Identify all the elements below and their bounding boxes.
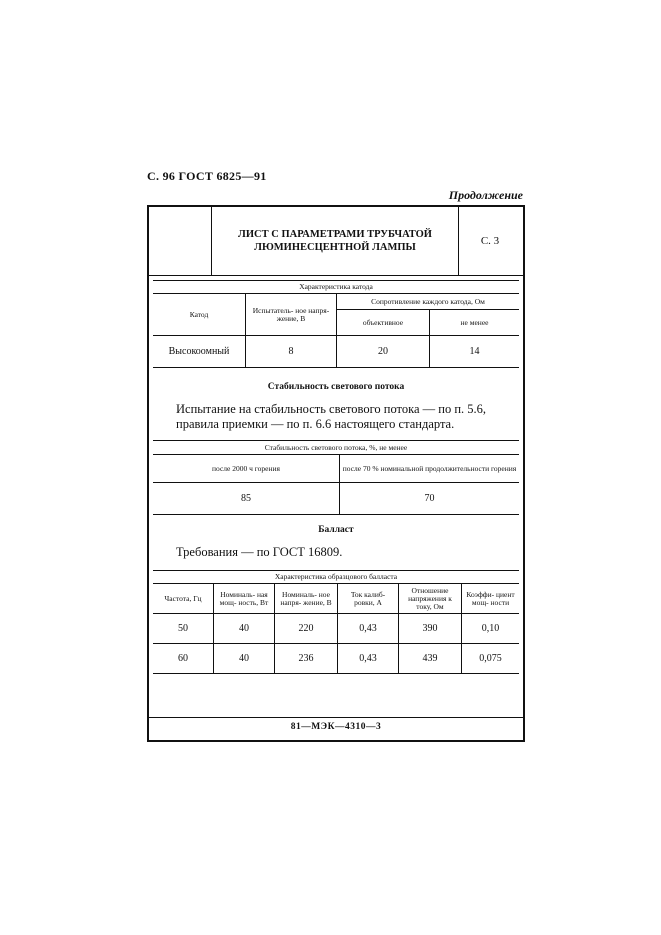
col-resistance: Сопротивление каждого катода, Ом (337, 294, 520, 310)
cathode-table-caption: Характеристика катода (153, 281, 519, 294)
cathode-table (153, 280, 519, 368)
cell-frequency: 50 (153, 614, 214, 644)
table-row (153, 614, 519, 644)
title-block (149, 207, 523, 276)
cell-power: 40 (214, 644, 275, 674)
col-test-voltage: Испытатель- ное напря- жение, В (246, 294, 337, 336)
ballast-text: Требования — по ГОСТ 16809. (176, 545, 343, 559)
cell-power-factor: 0,075 (462, 644, 520, 674)
table-row (153, 644, 519, 674)
sheet-title-line1: ЛИСТ С ПАРАМЕТРАМИ ТРУБЧАТОЙ (238, 229, 432, 240)
continuation-label: Продолжение (448, 188, 523, 202)
sheet-title (212, 207, 459, 275)
title-block-empty-cell (149, 207, 212, 275)
cell-calibration-current: 0,43 (338, 614, 399, 644)
stability-table-caption: Стабильность светового потока, %, не менее (153, 441, 519, 455)
footer-code: 81—МЭК—4310—3 (290, 722, 382, 732)
cell-frequency: 60 (153, 644, 214, 674)
sheet-title-line2: ЛЮМИНЕСЦЕНТНОЙ ЛАМПЫ (254, 242, 416, 253)
cell-voltage: 8 (246, 336, 337, 368)
ballast-table (153, 570, 519, 674)
cell-power-factor: 0,10 (462, 614, 520, 644)
stability-table (153, 440, 519, 515)
col-power-factor: Коэффи- циент мощ- ности (462, 584, 520, 614)
cell-cathode: Высокоомный (153, 336, 246, 368)
col-voltage-current-ratio: Отношение напряжения к току, Ом (399, 584, 462, 614)
ballast-table-caption: Характеристика образцового балласта (153, 571, 519, 584)
cell-objective: 20 (337, 336, 430, 368)
col-objective: объективное (337, 310, 430, 336)
cell-power: 40 (214, 614, 275, 644)
cell-rated-voltage: 236 (275, 644, 338, 674)
col-after-70pct: после 70 % номинальной продолжительности горения (340, 455, 520, 483)
cell-rated-voltage: 220 (275, 614, 338, 644)
ballast-heading: Балласт (318, 525, 354, 535)
cell-after-70pct: 70 (340, 483, 520, 515)
col-min: не менее (430, 310, 520, 336)
col-calibration-current: Ток калиб- ровки, А (338, 584, 399, 614)
footer-divider (149, 717, 523, 718)
stability-heading: Стабильность светового потока (267, 382, 405, 392)
cell-min: 14 (430, 336, 520, 368)
cell-voltage-current-ratio: 439 (399, 644, 462, 674)
document-frame (147, 205, 525, 742)
col-cathode: Катод (153, 294, 246, 336)
cell-voltage-current-ratio: 390 (399, 614, 462, 644)
stability-text: Испытание на стабильность светового потока — по п. 5.6, правила приемки — по п. 6.6 настоящего стандарта. (176, 402, 487, 431)
cell-after-2000h: 85 (153, 483, 340, 515)
col-power: Номиналь- ная мощ- ность, Вт (214, 584, 275, 614)
col-after-2000h: после 2000 ч горения (153, 455, 340, 483)
page-reference: С. 96 ГОСТ 6825—91 (147, 169, 267, 183)
sheet-number: С. 3 (480, 235, 500, 247)
col-rated-voltage: Номиналь- ное напря- жение, В (275, 584, 338, 614)
col-frequency: Частота, Гц (153, 584, 214, 614)
cell-calibration-current: 0,43 (338, 644, 399, 674)
